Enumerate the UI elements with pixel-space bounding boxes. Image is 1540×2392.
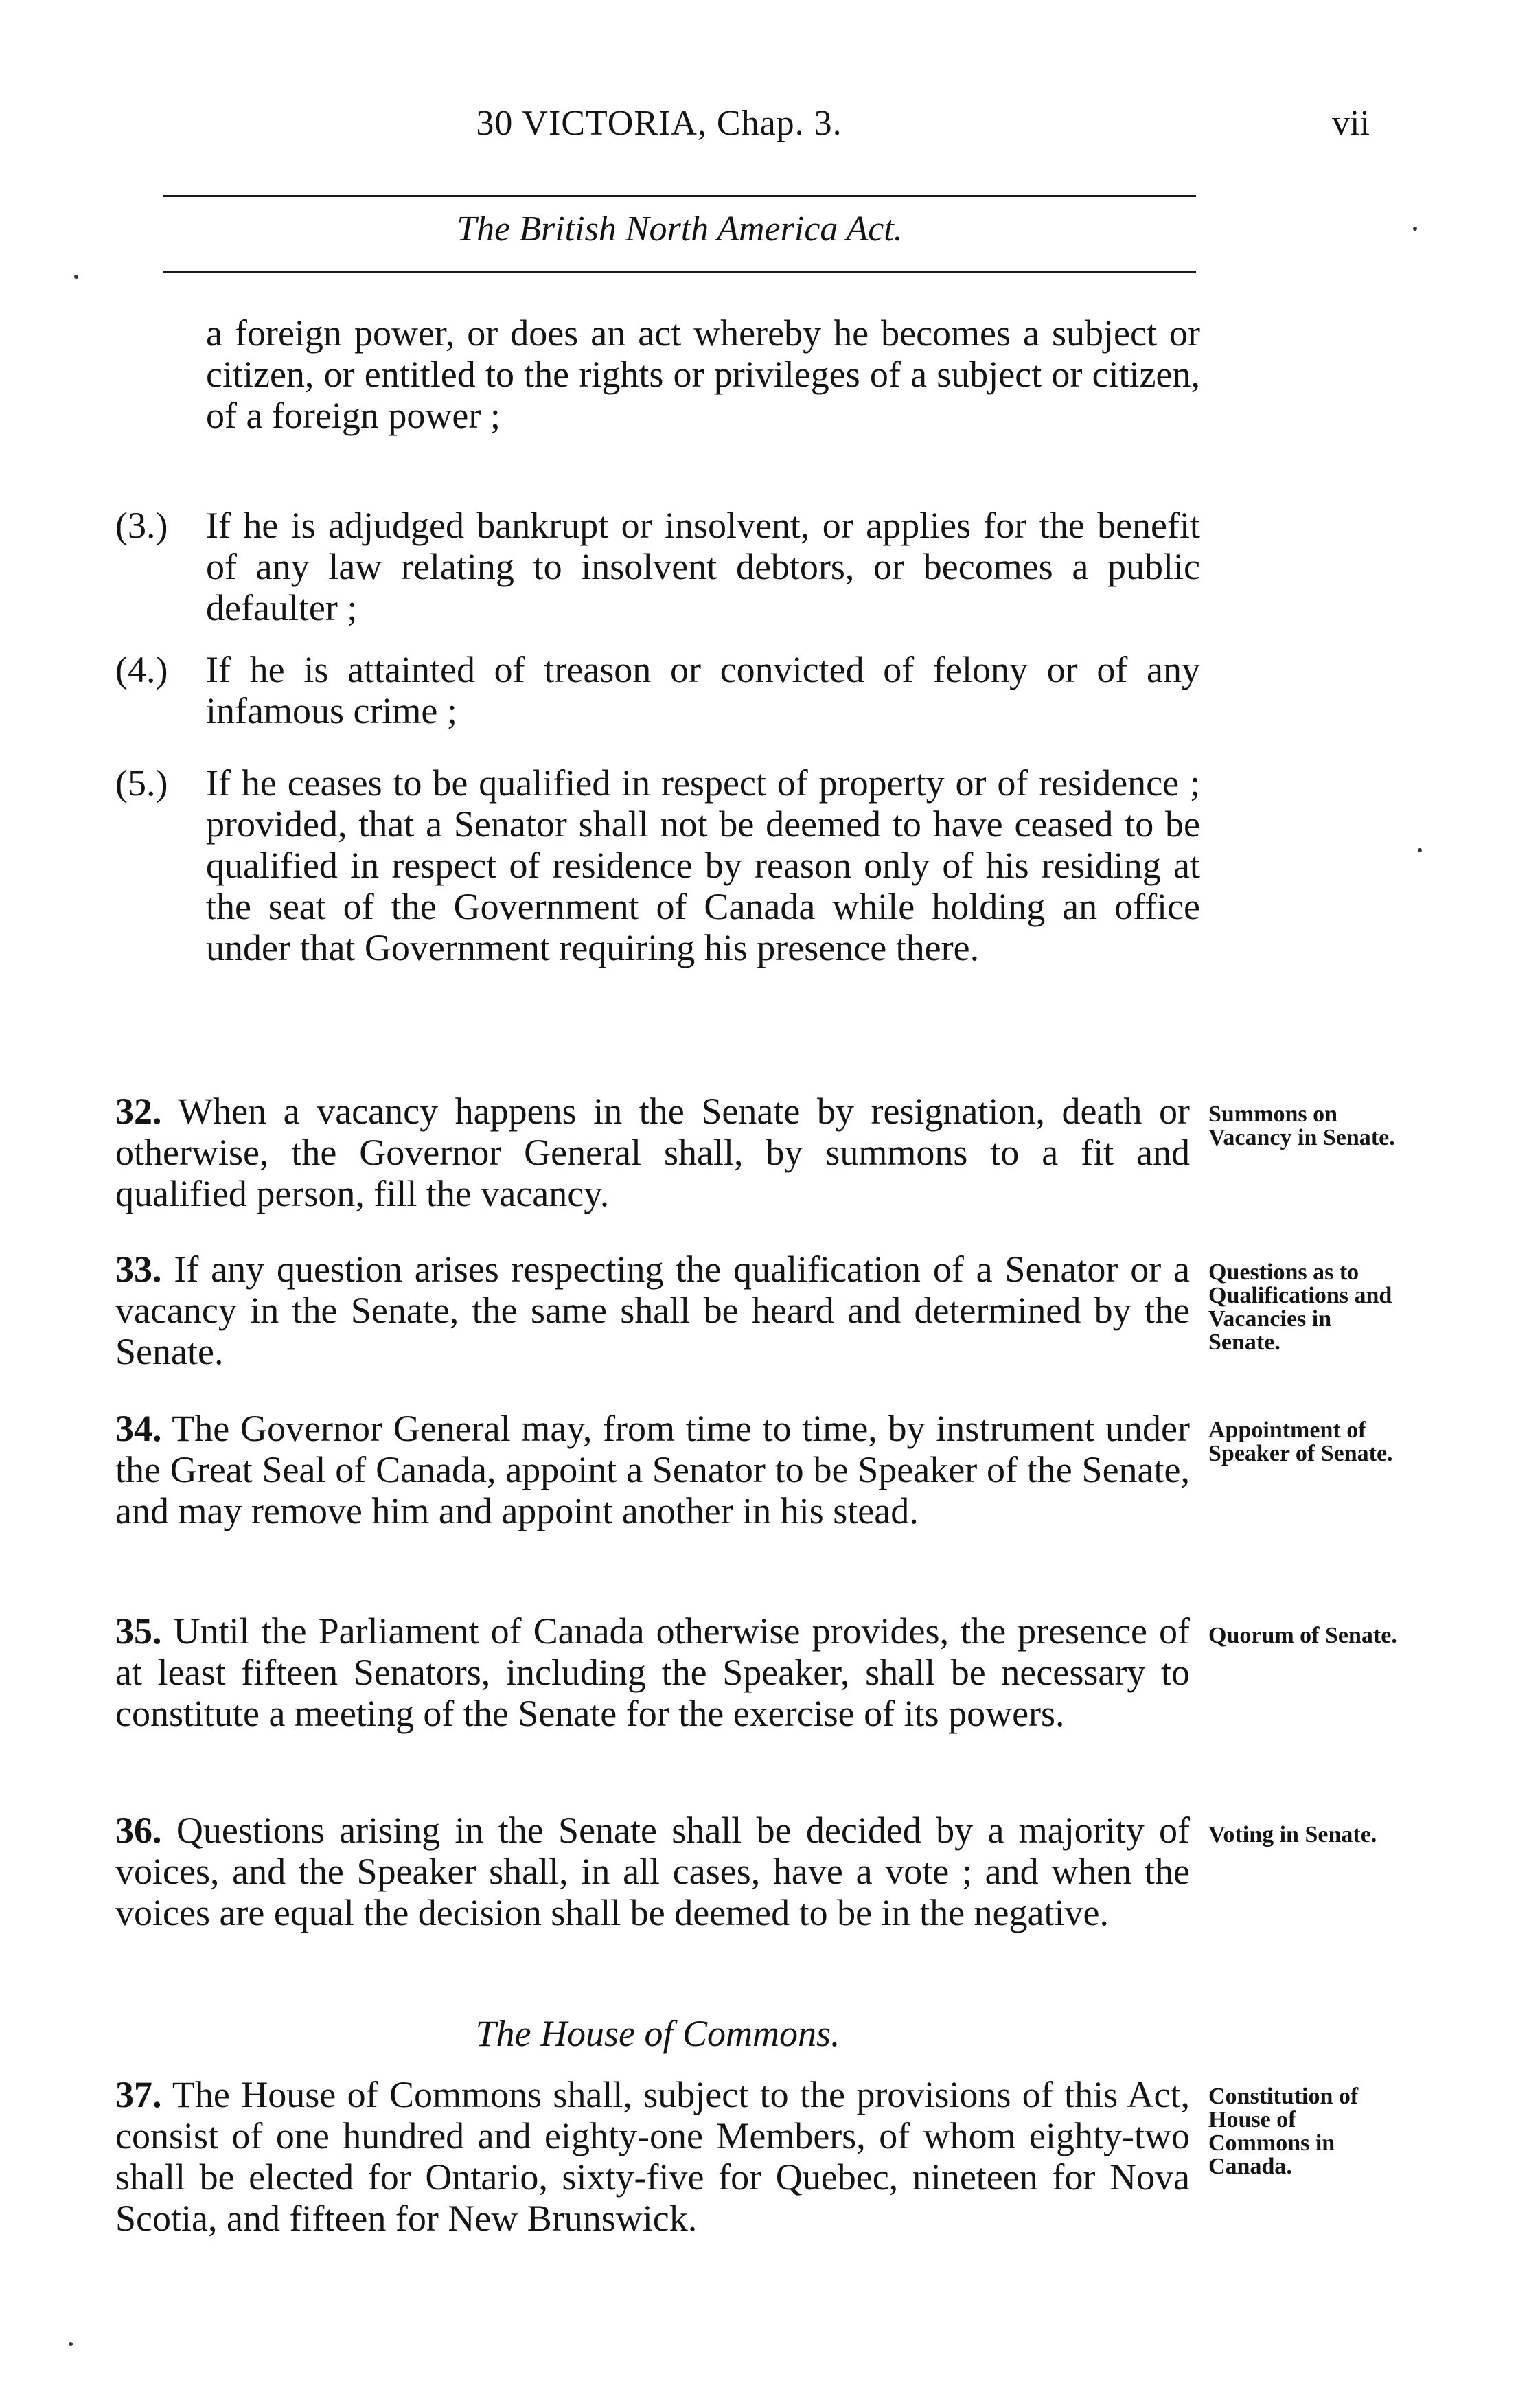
item-number: (4.) [115,649,168,690]
section-36 [115,1810,1190,1933]
section-37 [115,2074,1190,2239]
section-number: 35. [115,1610,162,1652]
header-rule-top [163,195,1196,197]
section-text: When a vacancy happens in the Senate by resignation, death or otherwise, the Governor General shall, by summons to a fit and qualified person, fill the vacancy. [115,1091,1191,1214]
section-number: 34. [115,1408,162,1449]
section-33 [115,1249,1190,1372]
print-speck [1413,227,1417,231]
section-35 [115,1610,1190,1734]
section-number: 32. [115,1091,162,1132]
section-text: Questions arising in the Senate shall be decided by a majority of voices, and the Speaker shall, in all cases, have a vote ; and when the voices are equal the decision shall be deemed to be in the negative. [115,1810,1190,1933]
item-number: (5.) [115,762,168,804]
margin-note-32: Summons on Vacancy in Senate. [1208,1102,1395,1150]
list-item [115,505,1200,628]
margin-note-34: Appointment of Speaker of Senate. [1208,1417,1393,1466]
heading-house-of-commons: The House of Commons. [475,2013,840,2054]
running-title: 30 VICTORIA, Chap. 3. [476,104,842,143]
margin-note-36: Voting in Senate. [1208,1822,1377,1847]
item-text: If he ceases to be qualified in respect of property or of residence ; provided, that a Senator shall not be deemed to have ceased to be qualified in respect of residence by reason only of his residing at the seat of the Government of Canada while holding an office under that Government requiring his presence there. [206,762,1200,968]
page-number: vii [1332,104,1370,143]
act-title: The British North America Act. [457,209,903,249]
print-speck [69,2342,73,2346]
print-speck [1418,848,1422,852]
item-number: (3.) [115,505,168,546]
print-speck [74,275,78,279]
section-text: The Governor General may, from time to time, by instrument under the Great Seal of Canada, appoint a Senator to be Speaker of the Senate, and may remove him and appoint another in his stead. [115,1408,1190,1531]
section-number: 36. [115,1810,162,1851]
section-text: Until the Parliament of Canada otherwise provides, the presence of at least fifteen Senators, including the Speaker, shall be necessary to constitute a meeting of the Senate for the exercise of its powers. [115,1610,1190,1734]
continuation-text: a foreign power, or does an act whereby he becomes a subject or citizen, or entitled to the rights or privileges of a subject or citizen, of a foreign power ; [206,312,1200,436]
list-item [115,762,1200,968]
margin-note-35: Quorum of Senate. [1208,1623,1397,1648]
section-text: If any question arises respecting the qualification of a Senator or a vacancy in the Senate, the same shall be heard and determined by the Senate. [115,1249,1190,1372]
section-32 [115,1091,1190,1214]
list-item [115,649,1200,731]
margin-note-33: Questions as to Qualifications and Vacancies in Senate. [1208,1260,1392,1355]
item-text: If he is attainted of treason or convicted of felony or of any infamous crime ; [206,649,1200,731]
section-number: 37. [115,2074,162,2115]
section-34 [115,1408,1190,1531]
item-text: If he is adjudged bankrupt or insolvent, or applies for the benefit of any law relating to insolvent debtors, or becomes a public defaulter ; [206,505,1200,628]
header-rule-bottom [163,271,1196,273]
section-text: The House of Commons shall, subject to the provisions of this Act, consist of one hundred and eighty-one Members, of whom eighty-two shall be elected for Ontario, sixty-five for Quebec, nineteen for Nova Scotia, and fifteen for New Brunswick. [115,2074,1190,2239]
margin-note-37: Constitution of House of Commons in Canada. [1208,2084,1359,2179]
section-number: 33. [115,1249,162,1290]
